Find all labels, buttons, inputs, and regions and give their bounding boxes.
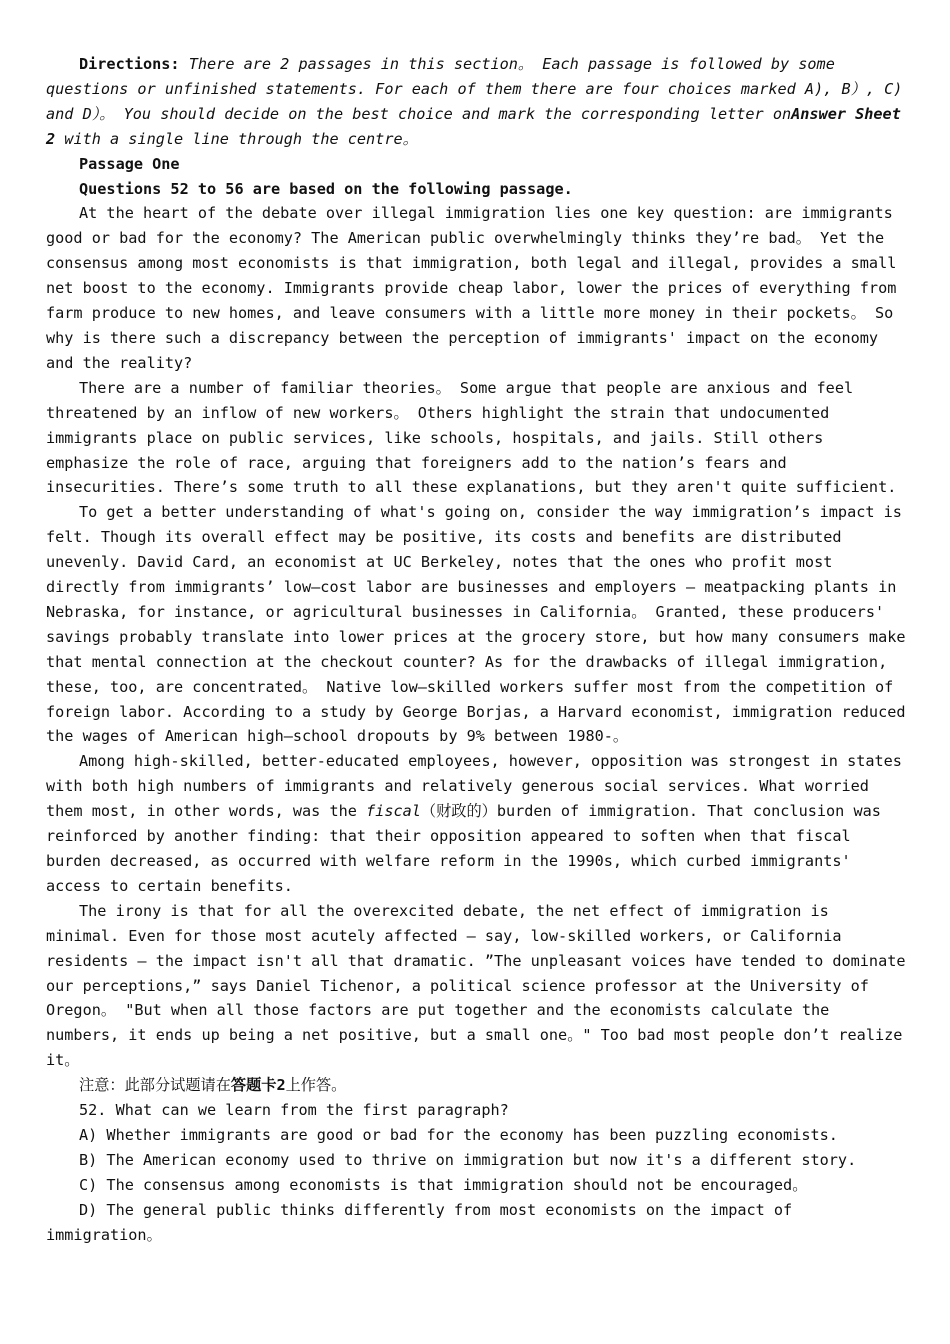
questions-intro: Questions 52 to 56 are based on the following passage.: [79, 179, 573, 198]
notice: [46, 1073, 908, 1098]
option-a: A) Whether immigrants are good or bad for the economy has been puzzling economists.: [79, 1125, 838, 1144]
directions-label: Directions:: [79, 55, 180, 73]
directions-text: There are 2 passages in this section。 Each passage is followed by some questions or unfinished statements. For each of them there are four choices marked A), B）, C) and D）。 You should decide on the best choice and mark the corresponding letter on: [46, 55, 903, 123]
directions-text-end: with a single line through the centre。: [55, 129, 418, 148]
paragraph-2: There are a number of familiar theories。 Some argue that people are anxious and feel threatened by an inflow of new workers。 Others highlight the strain that undocumented immigrants place on public services, like schools, hospitals, and jails. Still others emphasize the role of race, arguing that foreigners add to the nation’s fears and insecurities. There’s some truth to all these explanations, but they aren't quite sufficient.: [46, 378, 897, 497]
directions: [46, 52, 908, 152]
question-stem: 52. What can we learn from the first paragraph?: [79, 1101, 509, 1120]
notice-end: 上作答。: [285, 1076, 347, 1095]
paragraph-1: At the heart of the debate over illegal immigration lies one key question: are immigrants good or bad for the economy? The American public overwhelmingly thinks they’re bad。 Yet the consensus among most economists is that immigration, both legal and illegal, provides a small net boost to the economy. Immigrants provide cheap labor, lower the prices of everything from farm produce to new homes, and leave consumers with a little more money in their pockets。 So why is there such a discrepancy between the perception of immigrants' impact on the economy and the reality?: [46, 204, 897, 372]
passage-title: Passage One: [79, 154, 180, 173]
paragraph-4-end: （财政的）burden of immigration. That conclusion was reinforced by another finding: that their opposition appeared to soften when that fiscal burden decreased, as occurred with welfare reform in the 1990s, which curbed immigrants' access to certain benefits.: [46, 802, 881, 895]
answer-sheet-label: Answer Sheet 2: [46, 104, 901, 148]
notice-start: 注意：此部分试题请在: [79, 1076, 231, 1095]
notice-answer-card: 答题卡2: [230, 1076, 286, 1095]
option-d: D) The general public thinks differently from most economists on the impact of immigration。: [46, 1200, 793, 1244]
option-c: C) The consensus among economists is that immigration should not be encouraged。: [79, 1175, 808, 1194]
paragraph-4: [46, 749, 908, 898]
paragraph-5: The irony is that for all the overexcited debate, the net effect of immigration is minimal. Even for those most acutely affected – say, low-skilled workers, or California residents – the impact isn't all that dramatic. ”The unpleasant voices have tended to dominate our perceptions,” says Daniel Tichenor, a political science professor at the University of Oregon。 "But when all those factors are put together and the economists calculate the numbers, it ends up being a net positive, but a small one。" Too bad most people don’t realize it。: [46, 901, 906, 1070]
paragraph-3: To get a better understanding of what's going on, consider the way immigration’s impact is felt. Though its overall effect may be positive, its costs and benefits are distributed unevenly. David Card, an economist at UC Berkeley, notes that the ones who profit most directly from immigrants’ low—cost labor are businesses and employers – meatpacking plants in Nebraska, for instance, or agricultural businesses in California。 Granted, these producers' savings probably translate into lower prices at the grocery store, but how many consumers make that mental connection at the checkout counter? As for the drawbacks of illegal immigration, these, too, are concentrated。 Native low—skilled workers suffer most from the competition of foreign labor. According to a study by George Borjas, a Harvard economist, immigration reduced the wages of American high—school dropouts by 9% between 1980-。: [46, 503, 906, 746]
exam-page: [46, 52, 908, 1248]
paragraph-4-start: Among high-skilled, better-educated employees, however, opposition was strongest in states with both high numbers of immigrants and relatively generous social services. What worried them most, in other words, was the: [46, 752, 902, 821]
fiscal-term: fiscal: [366, 802, 421, 821]
option-b: B) The American economy used to thrive on immigration but now it's a different story.: [79, 1150, 857, 1169]
